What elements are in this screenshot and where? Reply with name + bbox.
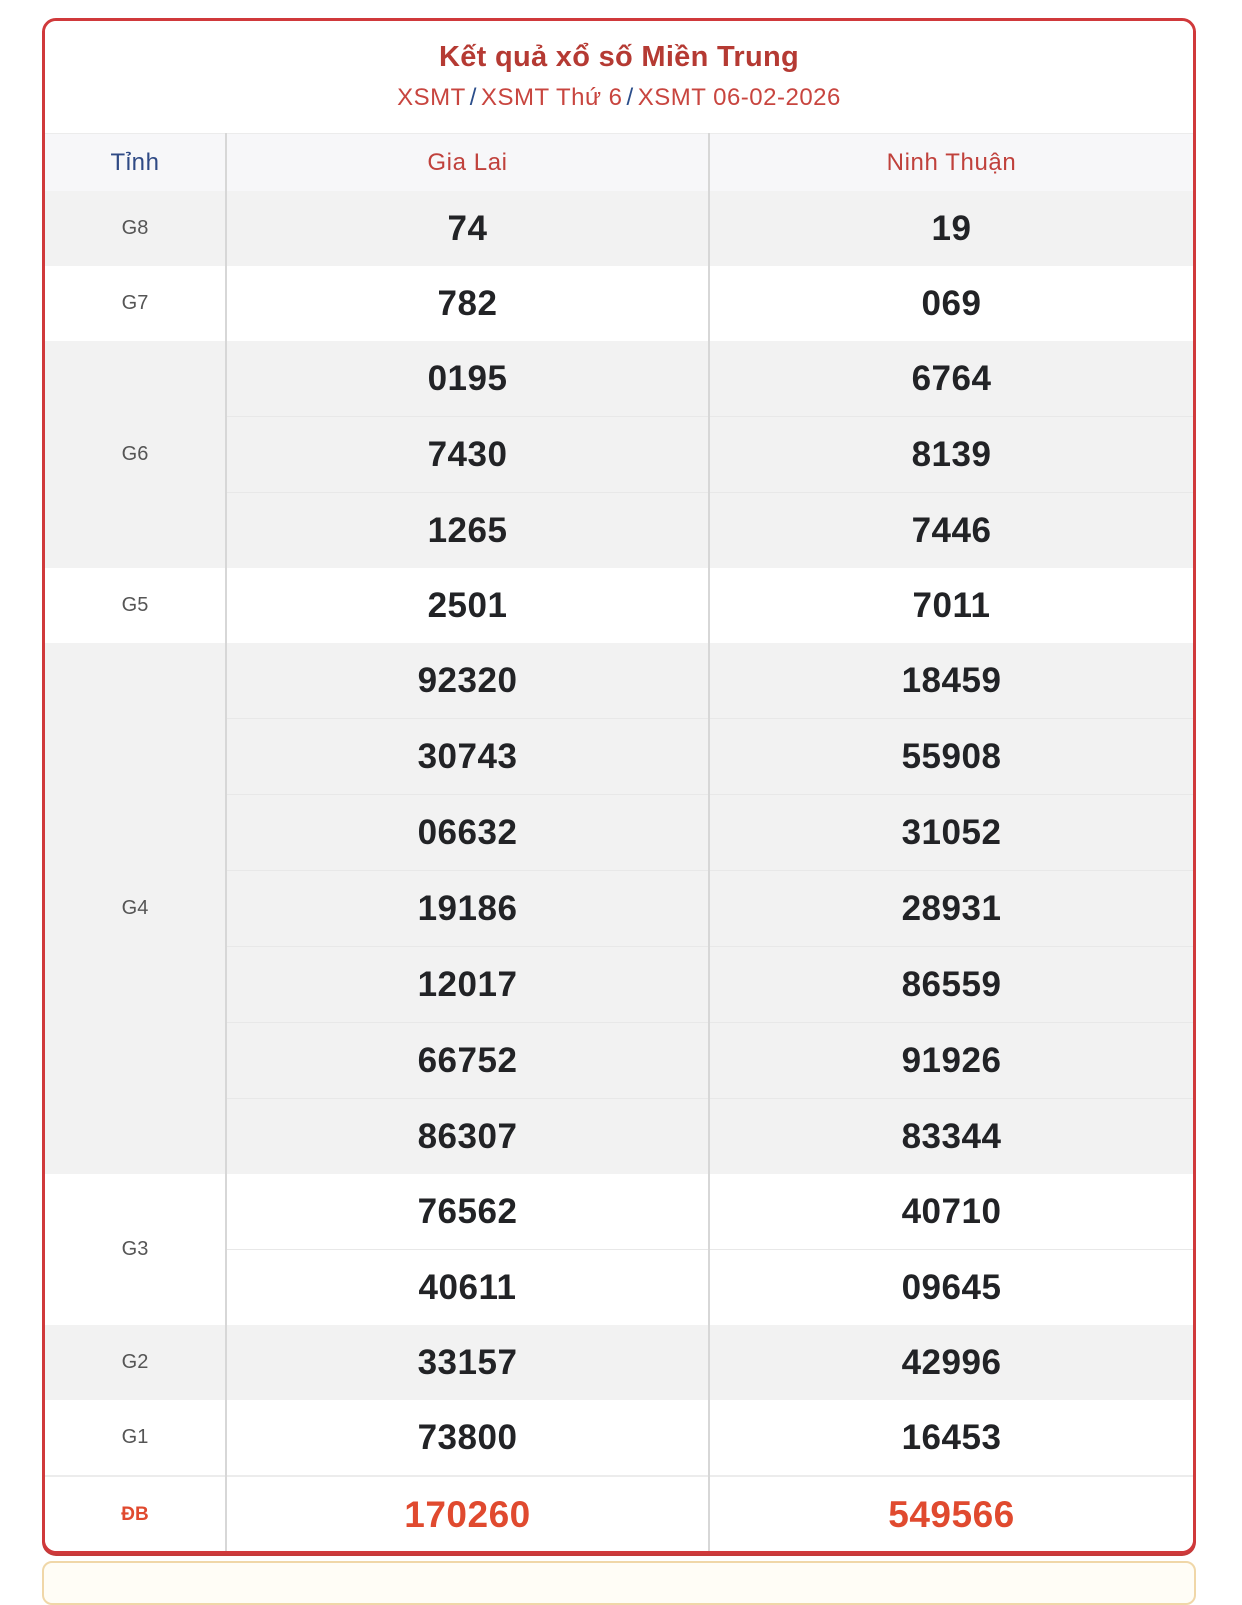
page-title: Kết quả xổ số Miền Trung: [438, 41, 800, 73]
prize-label: G1: [45, 1400, 226, 1476]
prize-number: 66752: [226, 1023, 709, 1099]
table-row-g3: [45, 1174, 1193, 1250]
results-table: [45, 133, 1193, 1552]
breadcrumb: [45, 84, 1193, 112]
prize-label: G2: [45, 1325, 226, 1400]
breadcrumb-xsmt-thu6[interactable]: XSMT Thứ 6: [480, 84, 623, 111]
prize-number: 40611: [226, 1250, 709, 1326]
table-row-g7: [45, 266, 1193, 341]
breadcrumb-separator: /: [626, 84, 634, 111]
prize-number: 16453: [709, 1400, 1193, 1476]
prize-number: 7430: [226, 417, 709, 493]
prize-number: 42996: [709, 1325, 1193, 1400]
prize-label: G8: [45, 191, 226, 266]
prize-number: 069: [709, 266, 1193, 341]
column-header-tinh: Tỉnh: [45, 134, 226, 192]
column-header-ninh-thuan[interactable]: Ninh Thuận: [709, 134, 1193, 192]
prize-label: G6: [45, 341, 226, 568]
prize-number: 28931: [709, 871, 1193, 947]
prize-number: 1265: [226, 493, 709, 569]
prize-label: G5: [45, 568, 226, 643]
breadcrumb-separator: /: [469, 84, 477, 111]
prize-number: 73800: [226, 1400, 709, 1476]
prize-label: G3: [45, 1174, 226, 1325]
prize-number: 40710: [709, 1174, 1193, 1250]
prize-number: 74: [226, 191, 709, 266]
prize-number: 86307: [226, 1099, 709, 1175]
prize-number: 18459: [709, 643, 1193, 719]
table-row-g5: [45, 568, 1193, 643]
prize-number: 83344: [709, 1099, 1193, 1175]
prize-number: 76562: [226, 1174, 709, 1250]
table-row-g4: [45, 643, 1193, 719]
prize-number: 12017: [226, 947, 709, 1023]
results-header: [45, 21, 1193, 133]
prize-number: 86559: [709, 947, 1193, 1023]
breadcrumb-xsmt-date[interactable]: XSMT 06-02-2026: [637, 84, 841, 111]
prize-number: 91926: [709, 1023, 1193, 1099]
special-prize-number: 170260: [226, 1476, 709, 1552]
column-header-gia-lai[interactable]: Gia Lai: [226, 134, 709, 192]
prize-number: 92320: [226, 643, 709, 719]
prize-number: 7011: [709, 568, 1193, 643]
prize-number: 55908: [709, 719, 1193, 795]
table-row-special: [45, 1476, 1193, 1552]
prize-number: 6764: [709, 341, 1193, 417]
breadcrumb-xsmt[interactable]: XSMT: [397, 84, 466, 111]
special-prize-label: ĐB: [45, 1476, 226, 1552]
table-header-row: [45, 134, 1193, 192]
prize-label: G4: [45, 643, 226, 1174]
prize-number: 2501: [226, 568, 709, 643]
table-row-g6: [45, 341, 1193, 417]
prize-number: 19186: [226, 871, 709, 947]
special-prize-number: 549566: [709, 1476, 1193, 1552]
table-row-g8: [45, 191, 1193, 266]
prize-number: 19: [709, 191, 1193, 266]
prize-number: 06632: [226, 795, 709, 871]
prize-number: 7446: [709, 493, 1193, 569]
prize-number: 30743: [226, 719, 709, 795]
prize-number: 0195: [226, 341, 709, 417]
prize-number: 09645: [709, 1250, 1193, 1326]
prize-number: 33157: [226, 1325, 709, 1400]
prize-label: G7: [45, 266, 226, 341]
table-row-g1: [45, 1400, 1193, 1476]
results-card: [42, 18, 1196, 1554]
table-row-g2: [45, 1325, 1193, 1400]
prize-number: 782: [226, 266, 709, 341]
prize-number: 31052: [709, 795, 1193, 871]
prize-number: 8139: [709, 417, 1193, 493]
next-section-box: [42, 1561, 1196, 1605]
